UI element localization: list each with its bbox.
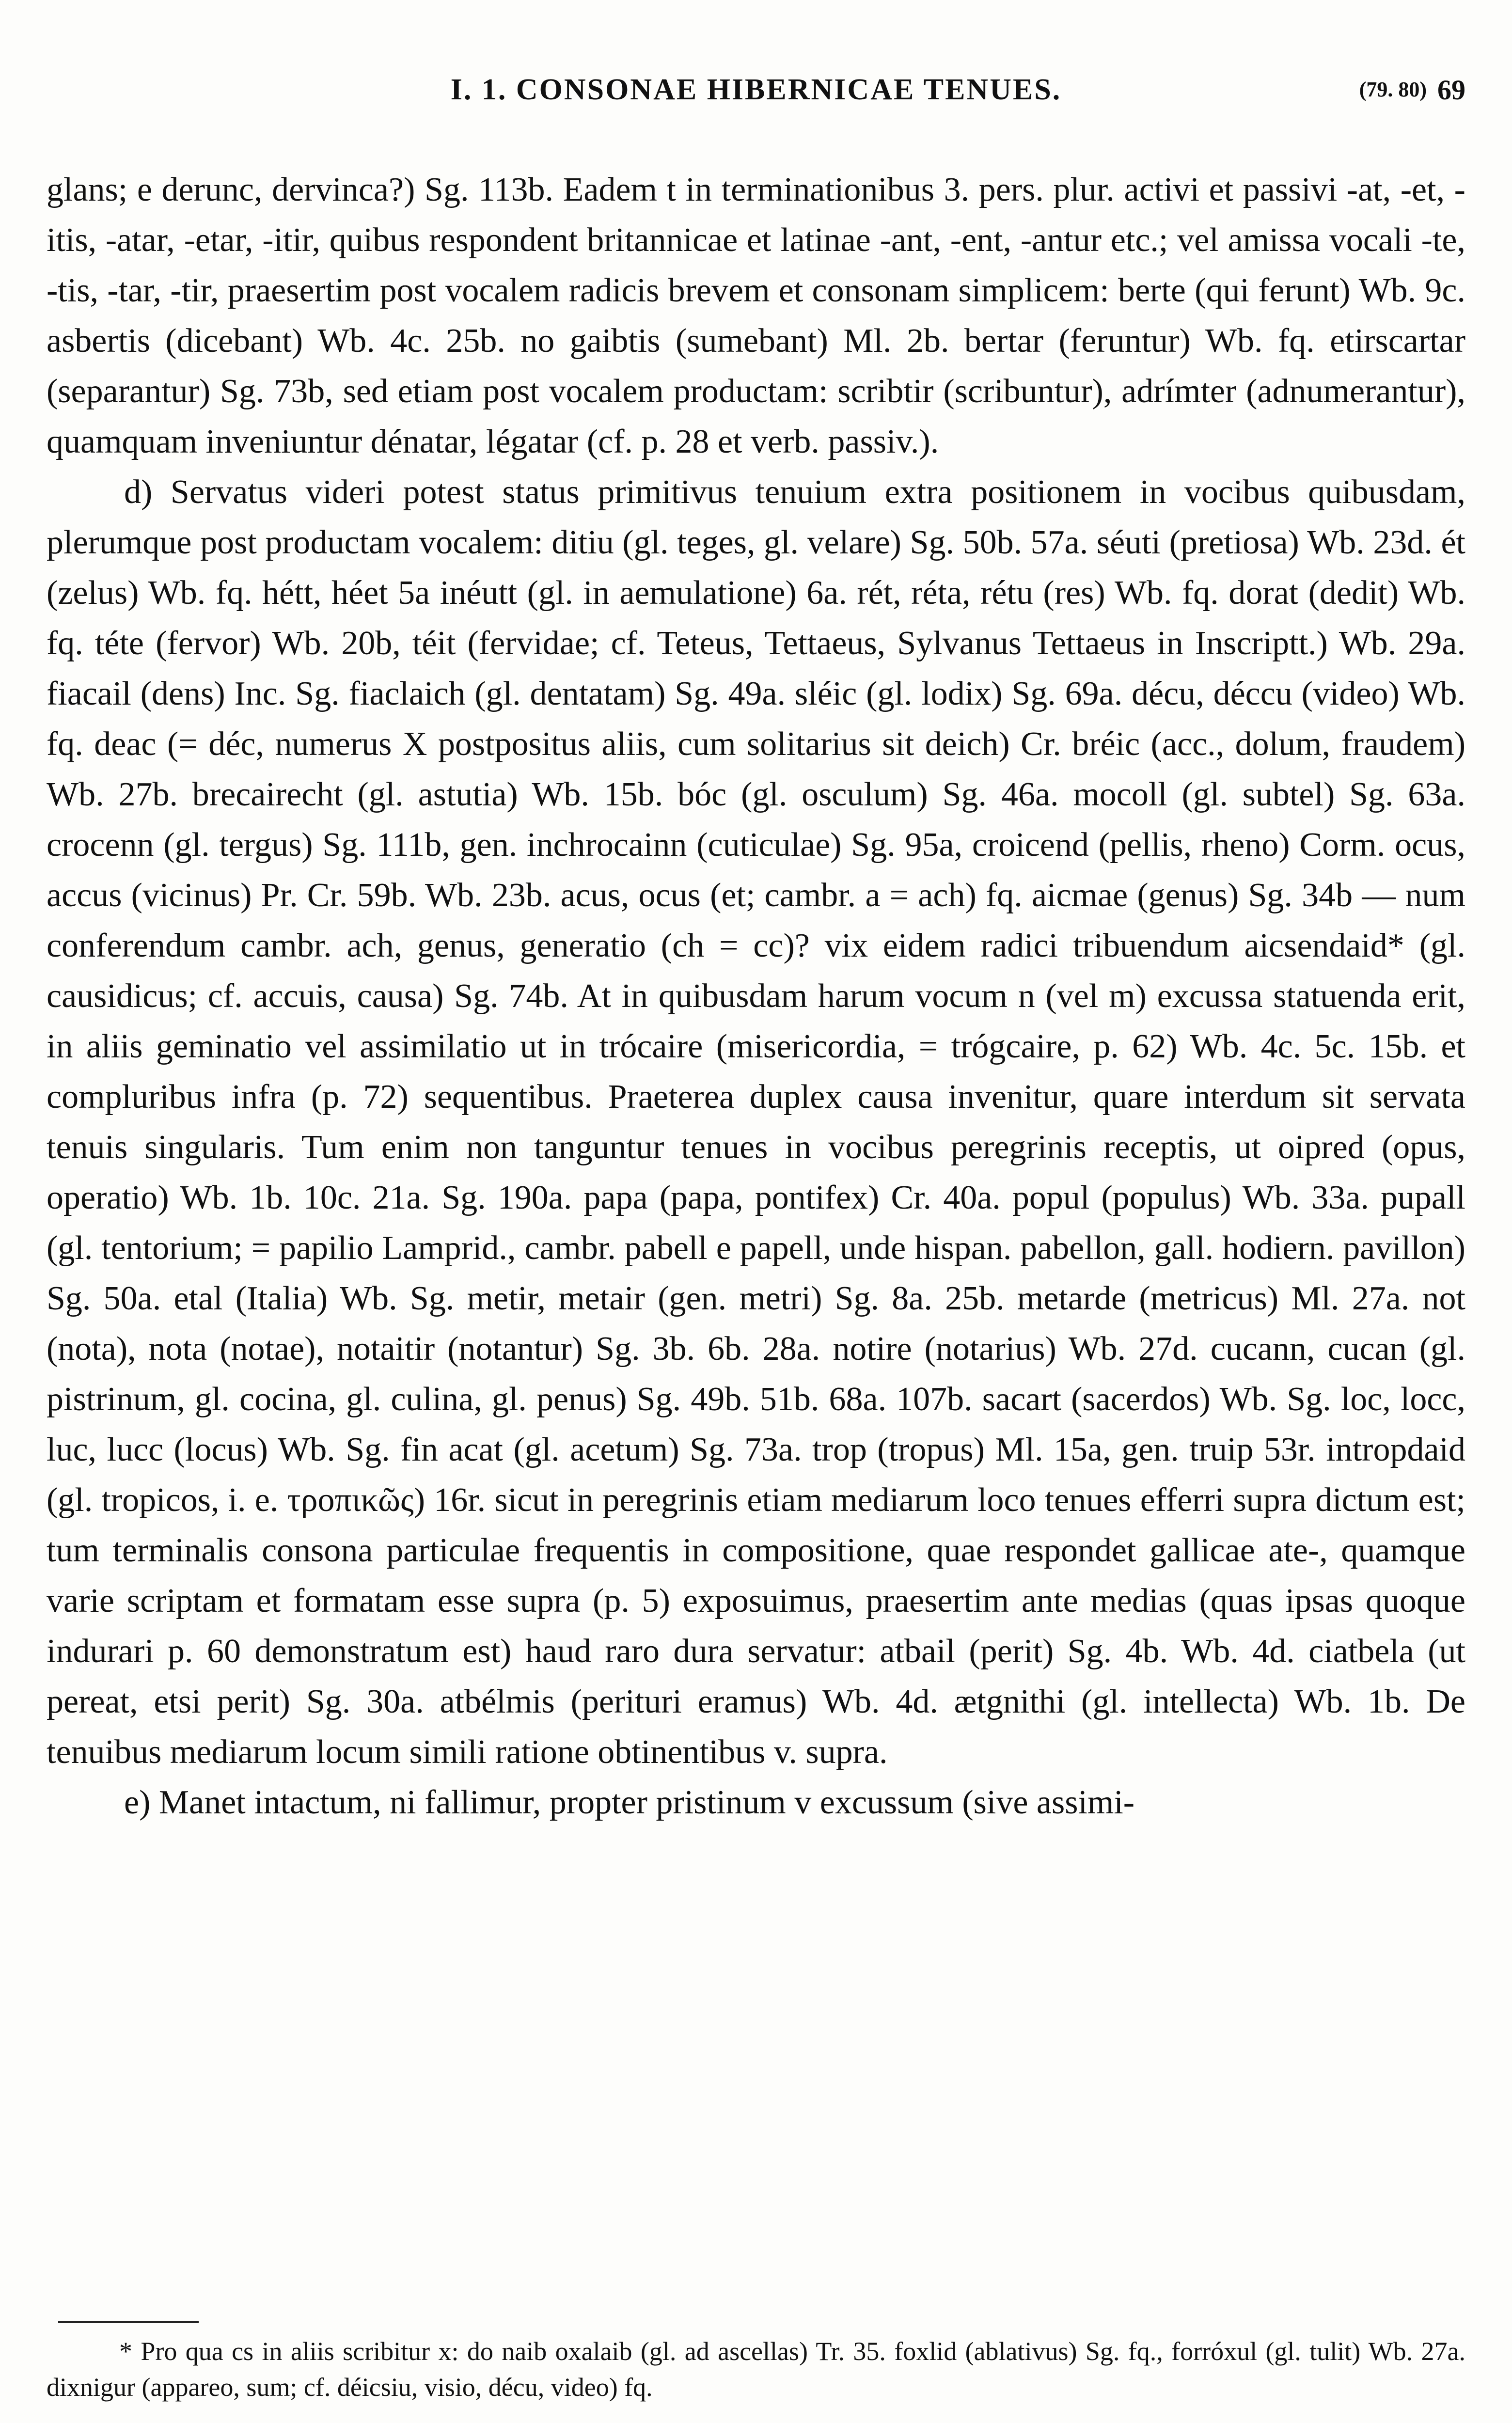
paragraph-d: d) Servatus videri potest status primitivus tenuium extra positionem in vocibus quibusdam, plerumque post productam vocalem: ditiu (gl. teges, gl. velare) Sg. 50b. 57a. séuti (pretiosa) Wb. 23d. ét (zelus) Wb. fq. hétt, héet 5a inéutt (gl. in aemulatione) 6a. rét, réta, rétu (res) Wb. fq. dorat (dedit) Wb. fq. téte (fervor) Wb. 20b, téit (fervidae; cf. Teteus, Tettaeus, Sylvanus Tettaeus in Inscriptt.) Wb. 29a. fiacail (dens) Inc. Sg. fiaclaich (gl. dentatam) Sg. 49a. sléic (gl. lodix) Sg. 69a. décu, déccu (video) Wb. fq. deac (= déc, numerus X postpositus aliis, cum solitarius sit deich) Cr. bréic (acc., dolum, fraudem) Wb. 27b. brecairecht (gl. astutia) Wb. 15b. bóc (gl. osculum) Sg. 46a. mocoll (gl. subtel) Sg. 63a. crocenn (gl. tergus) Sg. 111b, gen. inchrocainn (cuticulae) Sg. 95a, croicend (pellis, rheno) Corm. ocus, accus (vicinus) Pr. Cr. 59b. Wb. 23b. acus, ocus (et; cambr. a = ach) fq. aicmae (genus) Sg. 34b — num conferendum cambr. ach, genus, generatio (ch = cc)? vix eidem radici tribuendum aicsendaid* (gl. causidicus; cf. accuis, causa) Sg. 74b. At in quibusdam harum vocum n (vel m) excussa statuenda erit, in aliis geminatio vel assimilatio ut in trócaire (misericordia, = trógcaire, p. 62) Wb. 4c. 5c. 15b. et compluribus infra (p. 72) sequentibus. Praeterea duplex causa invenitur, quare interdum sit servata tenuis singularis. Tum enim non tanguntur tenues in vocibus peregrinis receptis, ut oipred (opus, operatio) Wb. 1b. 10c. 21a. Sg. 190a. papa (papa, pontifex) Cr. 40a. popul (populus) Wb. 33a. pupall (gl. tentorium; = papilio Lamprid., cambr. pabell e papell, unde hispan. pabellon, gall. hodiern. pavillon) Sg. 50a. etal (Italia) Wb. Sg. metir, metair (gen. metri) Sg. 8a. 25b. metarde (metricus) Ml. 27a. not (nota), nota (notae), notaitir (notantur) Sg. 3b. 6b. 28a. notire (notarius) Wb. 27d. cucann, cucan (gl. pistrinum, gl. cocina, gl. culina, gl. penus) Sg. 49b. 51b. 68a. 107b. sacart (sacerdos) Wb. Sg. loc, locc, luc, lucc (locus) Wb. Sg. fin acat (gl. acetum) Sg. 73a. trop (tropus) Ml. 15a, gen. truip 53r. intropdaid (gl. tropicos, i. e. τροπικῶς) 16r. sicut in peregrinis etiam mediarum loco tenues efferri supra dictum est; tum terminalis consona particulae frequentis in compositione, quae respondet gallicae ate-, quamque varie scriptam et formatam esse supra (p. 5) exposuimus, praesertim ante medias (quas ipsas quoque indurari p. 60 demonstratum est) haud raro dura servatur: atbail (perit) Sg. 4b. Wb. 4d. ciatbela (ut pereat, etsi perit) Sg. 30a. atbélmis (perituri eramus) Wb. 4d. ætgnithi (gl. intellecta) Wb. 1b. De tenuibus mediarum locum simili ratione obtinentibus v. supra. [47,473,1465,1771]
footnote-divider [58,2321,199,2323]
running-header [47,73,1465,121]
paragraph-e: e) Manet intactum, ni fallimur, propter pristinum v excussum (sive assimi- [124,1784,1135,1821]
main-text [47,165,1465,1828]
running-title: I. 1. CONSONAE HIBERNICAE TENUES. [450,73,1062,106]
page-reference [1359,74,1465,106]
footnote: * Pro qua cs in aliis scribitur x: do naib oxalaib (gl. ad ascellas) Tr. 35. foxlid (ablativus) Sg. fq., forróxul (gl. tulit) Wb. 27a. dixnigur (appareo, sum; cf. déicsiu, visio, décu, video) fq. [47,2337,1465,2402]
paragraph-c-continuation: glans; e derunc, dervinca?) Sg. 113b. Eadem t in terminationibus 3. pers. plur. activi et passivi -at, -et, -itis, -atar, -etar, -itir, quibus respondent britannicae et latinae -ant, -ent, -antur etc.; vel amissa vocali -te, -tis, -tar, -tir, praesertim post vocalem radicis brevem et consonam simplicem: berte (qui ferunt) Wb. 9c. asbertis (dicebant) Wb. 4c. 25b. no gaibtis (sumebant) Ml. 2b. bertar (feruntur) Wb. fq. etirscartar (separantur) Sg. 73b, sed etiam post vocalem productam: scribtir (scribuntur), adrímter (adnumerantur), quamquam inveniuntur dénatar, légatar (cf. p. 28 et verb. passiv.). [47,171,1465,460]
page-number: 69 [1437,74,1465,106]
section-reference: (79. 80) [1359,78,1427,101]
